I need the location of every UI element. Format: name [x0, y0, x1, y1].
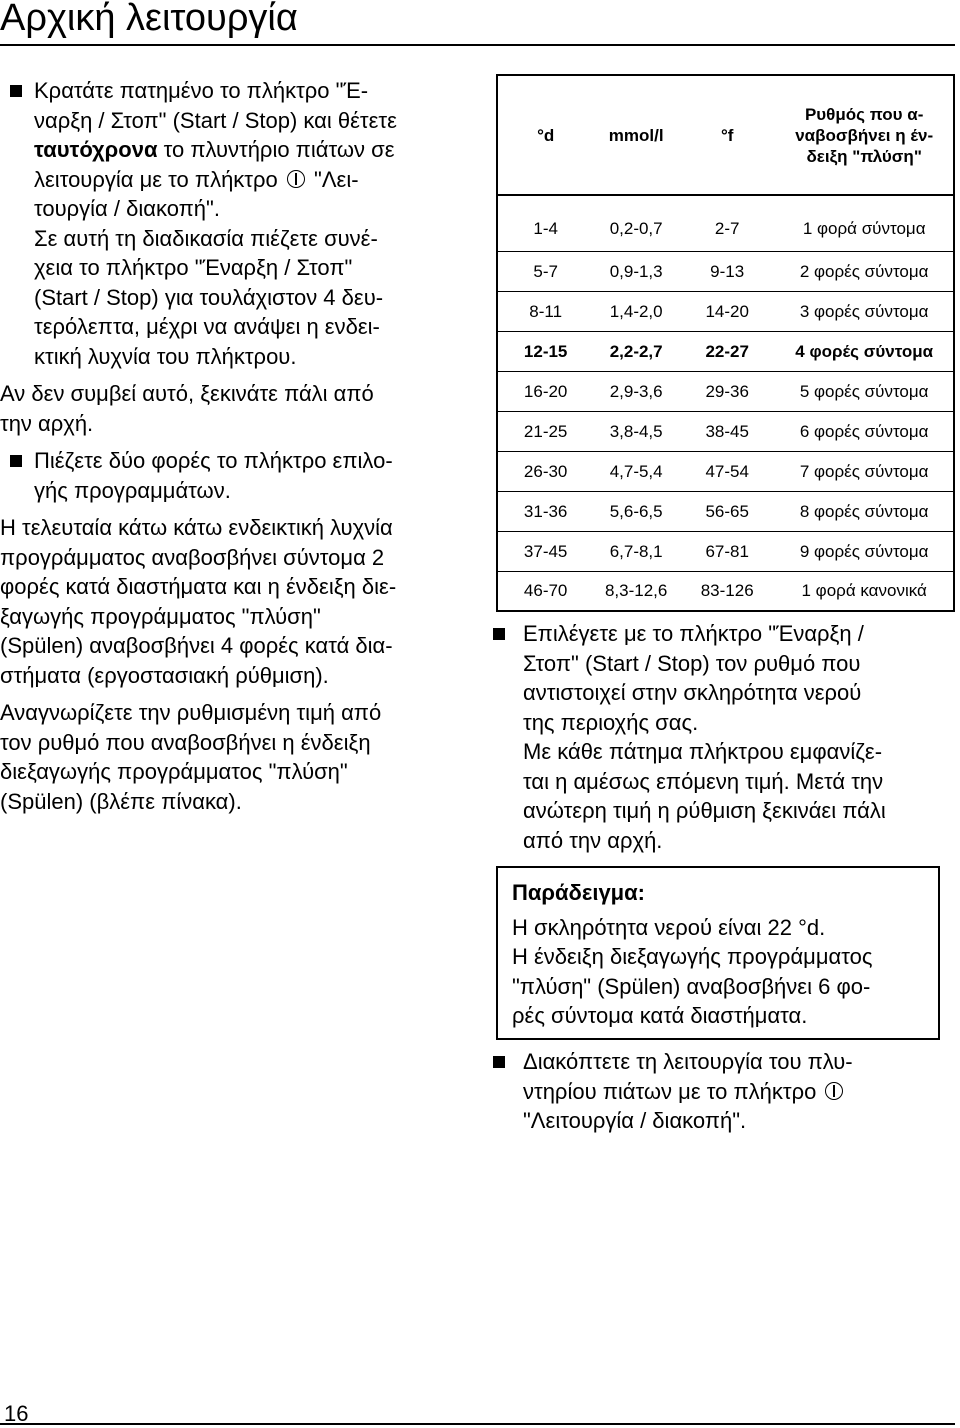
- text-line: [523, 1077, 959, 1107]
- instruction-step-2: [0, 446, 472, 505]
- text-line: (Start / Stop) για τουλάχιστον 4 δευ-: [34, 284, 384, 310]
- title-rule: [0, 44, 955, 46]
- text-line: χεια το πλήκτρο "Έναρξη / Στοπ": [34, 255, 353, 280]
- cell-dh: 31-36: [523, 501, 568, 521]
- text-line: [34, 165, 472, 195]
- table-row: [497, 451, 954, 491]
- text-line: Με κάθε πάτημα πλήκτρου εμφανίζε-: [523, 739, 883, 764]
- table-row: [497, 195, 954, 251]
- cell-fh: 2-7: [714, 218, 740, 238]
- text-line: Η σκληρότητα νερού είναι 22 °d.: [512, 914, 826, 940]
- cell-blink-rate: 1 φορά σύντομα: [802, 218, 926, 238]
- cell-fh: 56-65: [705, 501, 749, 521]
- text-line: Αν δεν συμβεί αυτό, ξεκινάτε πάλι από: [0, 381, 374, 406]
- text-line: Αναγνωρίζετε την ρυθμισμένη τιμή από: [0, 700, 382, 725]
- cell-blink-rate: 7 φορές σύντομα: [799, 461, 929, 481]
- power-switch-icon: [825, 1082, 843, 1100]
- text-line: από την αρχή.: [523, 827, 663, 853]
- cell-fh: 14-20: [705, 301, 749, 321]
- cell-blink-rate: 3 φορές σύντομα: [799, 301, 929, 321]
- text-line: Η τελευταία κάτω κάτω ενδεικτική λυχνία: [0, 515, 393, 540]
- text-line: "Λειτουργία / διακοπή".: [523, 1108, 747, 1133]
- paragraph-restart: [0, 379, 472, 438]
- text-line: ξαγωγής προγράμματος "πλύση": [0, 603, 321, 629]
- cell-mmol: 1,4-2,0: [609, 301, 663, 321]
- cell-fh: 47-54: [705, 461, 749, 481]
- instruction-step-4: [489, 1047, 959, 1136]
- right-column: [489, 619, 959, 855]
- column-header-blink-rate: [775, 75, 954, 195]
- table-row: [497, 491, 954, 531]
- square-bullet-icon: [10, 455, 22, 467]
- footer-rule: [0, 1423, 955, 1425]
- cell-mmol: 5,6-6,5: [609, 501, 663, 521]
- cell-dh: 8-11: [529, 301, 563, 321]
- cell-blink-rate: 9 φορές σύντομα: [799, 541, 929, 561]
- text-line: ται η αμέσως επόμενη τιμή. Μετά την: [523, 768, 884, 794]
- text-line: Κρατάτε πατημένο το πλήκτρο "Έ-: [34, 78, 369, 103]
- text-line: τερόλεπτα, μέχρι να ανάψει η ενδει-: [34, 314, 380, 339]
- text-line: κτική λυχνία του πλήκτρου.: [34, 343, 297, 369]
- text-fragment: ντηρίου πιάτων με το πλήκτρο: [523, 1078, 817, 1104]
- cell-dh: 1-4: [533, 218, 558, 238]
- text-line: ανώτερη τιμή η ρύθμιση ξεκινάει πάλι: [523, 798, 886, 823]
- column-header-mmol: mmol/l: [608, 125, 664, 145]
- cell-dh: 12-15: [523, 341, 568, 361]
- paragraph-indicator: [0, 513, 472, 690]
- cell-fh: 29-36: [705, 381, 749, 401]
- text-line: φορές κατά διαστήματα και η ένδειξη διε-: [0, 574, 397, 599]
- cell-fh: 83-126: [700, 581, 754, 601]
- text-line: τουργία / διακοπή".: [34, 196, 220, 221]
- table-row: [497, 411, 954, 451]
- text-line: γής προγραμμάτων.: [34, 477, 231, 503]
- cell-mmol: 0,2-0,7: [609, 218, 663, 238]
- text-line: Η ένδειξη διεξαγωγής προγράμματος: [512, 944, 873, 969]
- text-line: στήματα (εργοστασιακή ρύθμιση).: [0, 662, 329, 688]
- right-column-end: [489, 1047, 959, 1136]
- cell-mmol: 0,9-1,3: [609, 261, 663, 281]
- text-line: διεξαγωγής προγράμματος "πλύση": [0, 759, 348, 784]
- table-row: [497, 251, 954, 291]
- example-heading: Παράδειγμα:: [512, 880, 645, 905]
- cell-mmol: 2,9-3,6: [609, 381, 663, 401]
- cell-fh: 67-81: [705, 541, 749, 561]
- text-line: Διακόπτετε τη λειτουργία του πλυ-: [523, 1049, 853, 1074]
- text-line: τον ρυθμό που αναβοσβήνει η ένδειξη: [0, 729, 371, 755]
- header-line: ναβοσβήνει η έν-: [795, 125, 934, 145]
- page-number: 16: [4, 1401, 29, 1426]
- cell-blink-rate: 6 φορές σύντομα: [799, 421, 929, 441]
- cell-fh: 9-13: [710, 261, 745, 281]
- table-row: [497, 291, 954, 331]
- table-body: [497, 195, 954, 611]
- example-box: [496, 866, 940, 1040]
- cell-mmol: 4,7-5,4: [609, 461, 663, 481]
- cell-dh: 26-30: [523, 461, 568, 481]
- text-fragment: λειτουργία με το πλήκτρο: [34, 166, 278, 192]
- text-line: (Spülen) αναβοσβήνει 4 φορές κατά δια-: [0, 633, 393, 658]
- text-line: προγράμματος αναβοσβήνει σύντομα 2: [0, 544, 385, 570]
- cell-blink-rate: 5 φορές σύντομα: [799, 381, 929, 401]
- header-line: Ρυθμός που α-: [804, 104, 924, 124]
- instruction-step-1: [0, 76, 472, 371]
- table-row: [497, 571, 954, 611]
- water-hardness-table: [496, 74, 955, 612]
- text-line: ναρξη / Στοπ" (Start / Stop) και θέτετε: [34, 107, 397, 133]
- text-line: "πλύση" (Spülen) αναβοσβήνει 6 φο-: [512, 973, 871, 999]
- header-line: δειξη "πλύση": [806, 146, 922, 166]
- cell-dh: 21-25: [523, 421, 568, 441]
- square-bullet-icon: [493, 1056, 505, 1068]
- cell-mmol: 8,3-12,6: [604, 581, 668, 601]
- cell-dh: 37-45: [523, 541, 568, 561]
- instruction-step-3: [489, 619, 959, 855]
- cell-blink-rate: 4 φορές σύντομα: [795, 341, 934, 361]
- text-line: Επιλέγετε με το πλήκτρο "Έναρξη /: [523, 621, 864, 646]
- column-header-dh: °d: [537, 125, 555, 145]
- text-fragment: το πλυντήριο πιάτων σε: [157, 137, 395, 162]
- square-bullet-icon: [493, 628, 505, 640]
- text-line: αντιστοιχεί στην σκληρότητα νερού: [523, 680, 862, 705]
- column-header-fh: °f: [720, 125, 734, 145]
- cell-fh: 38-45: [705, 421, 749, 441]
- table-header-row: [497, 75, 954, 195]
- page-title: Αρχική λειτουργία: [0, 0, 298, 39]
- cell-mmol: 3,8-4,5: [609, 421, 663, 441]
- text-line: ρές σύντομα κατά διαστήματα.: [512, 1003, 808, 1028]
- text-fragment: "Λει-: [314, 166, 359, 192]
- cell-dh: 16-20: [523, 381, 568, 401]
- cell-blink-rate: 1 φορά κανονικά: [801, 581, 927, 601]
- square-bullet-icon: [10, 85, 22, 97]
- emphasis-text: ταυτόχρονα: [34, 137, 158, 162]
- text-line: Στοπ" (Start / Stop) τον ρυθμό που: [523, 650, 861, 676]
- table-row: [497, 531, 954, 571]
- text-line: Σε αυτή τη διαδικασία πιέζετε συνέ-: [34, 225, 378, 251]
- paragraph-recognize: [0, 698, 472, 816]
- text-line: την αρχή.: [0, 410, 94, 436]
- text-line: [34, 135, 472, 165]
- cell-dh: 46-70: [523, 581, 568, 601]
- cell-dh: 5-7: [533, 261, 558, 281]
- cell-fh: 22-27: [705, 341, 749, 361]
- table-row: [497, 371, 954, 411]
- cell-blink-rate: 2 φορές σύντομα: [799, 261, 929, 281]
- text-line: (Spülen) (βλέπε πίνακα).: [0, 788, 242, 814]
- cell-mmol: 6,7-8,1: [609, 541, 663, 561]
- cell-mmol: 2,2-2,7: [609, 341, 663, 361]
- cell-blink-rate: 8 φορές σύντομα: [799, 501, 929, 521]
- power-switch-icon: [287, 170, 305, 188]
- text-line: της περιοχής σας.: [523, 709, 699, 735]
- text-line: Πιέζετε δύο φορές το πλήκτρο επιλο-: [34, 448, 393, 473]
- table-row: [497, 331, 954, 371]
- left-column: [0, 76, 472, 816]
